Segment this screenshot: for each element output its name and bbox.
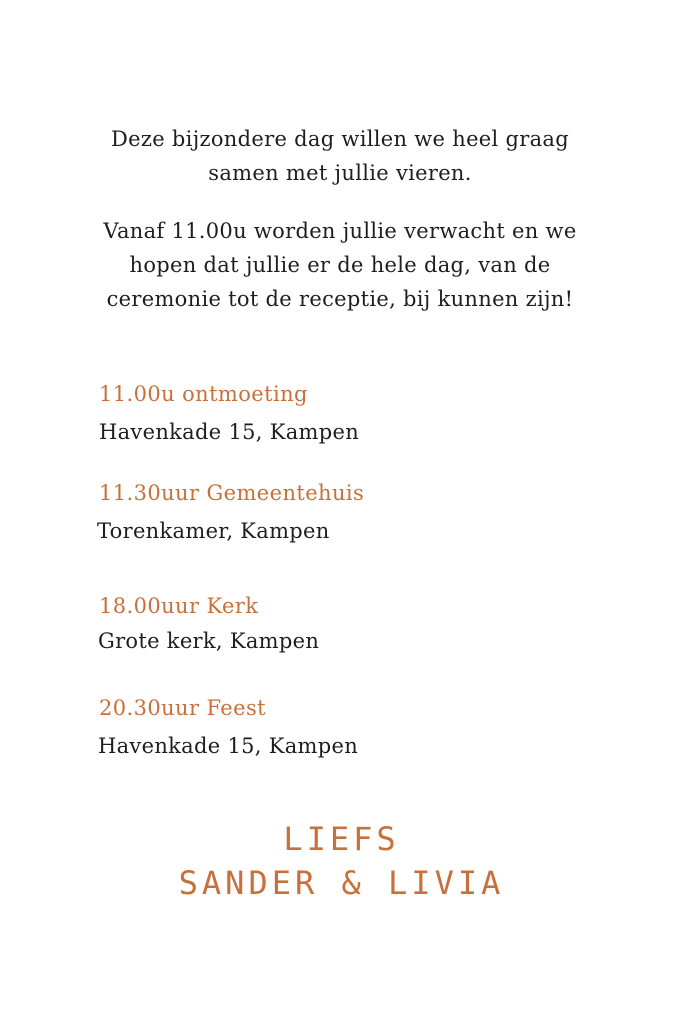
event-place: Havenkade 15, Kampen <box>98 734 359 758</box>
event-place: Grote kerk, Kampen <box>98 629 320 653</box>
event-time: 11.00u ontmoeting <box>99 382 308 406</box>
closing-names: SANDER & LIVIA <box>178 864 505 902</box>
event-time: 18.00uur Kerk <box>99 594 259 618</box>
intro-paragraph-2: Vanaf 11.00u worden jullie verwacht en we hopen dat jullie er de hele dag, van de ceremonie tot de receptie, bij kunnen zijn! <box>103 219 577 311</box>
closing-greeting: LIEFS <box>283 820 400 858</box>
event-time: 20.30uur Feest <box>99 696 266 720</box>
event-time: 11.30uur Gemeentehuis <box>99 481 365 505</box>
event-place: Havenkade 15, Kampen <box>99 420 360 444</box>
event-place: Torenkamer, Kampen <box>97 519 330 543</box>
intro-paragraph-1: Deze bijzondere dag willen we heel graag samen met jullie vieren. <box>111 127 569 185</box>
